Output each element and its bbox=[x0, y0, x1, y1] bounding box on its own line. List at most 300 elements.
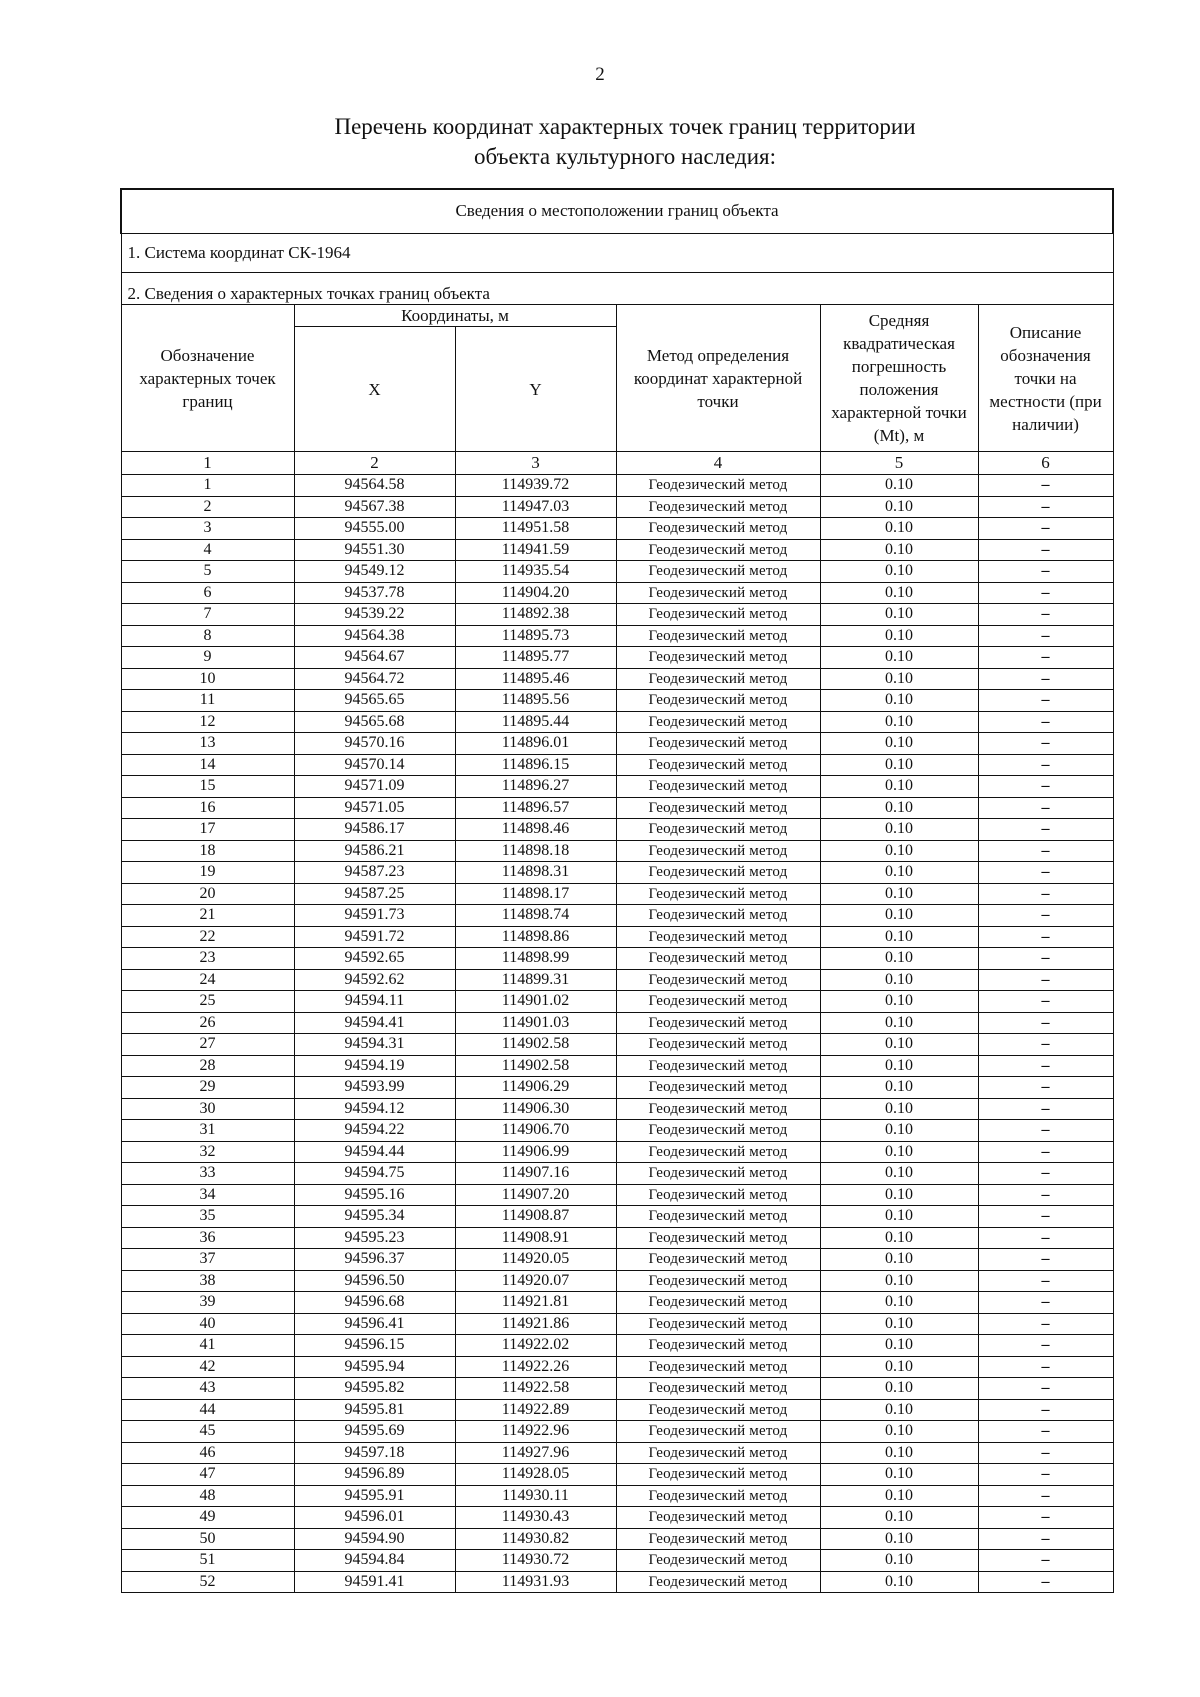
table-row bbox=[121, 1335, 1113, 1357]
point-number: 31 bbox=[121, 1120, 294, 1142]
point-number: 5 bbox=[121, 561, 294, 583]
method: Геодезический метод bbox=[616, 539, 820, 561]
mean-square-error: 0.10 bbox=[820, 561, 978, 583]
document-title-line-2: объекта культурного наследия: bbox=[473, 144, 777, 169]
point-number: 37 bbox=[121, 1249, 294, 1271]
point-description: – bbox=[978, 969, 1113, 991]
point-description: – bbox=[978, 1464, 1113, 1486]
point-number: 7 bbox=[121, 604, 294, 626]
coord-x: 94565.68 bbox=[294, 711, 455, 733]
point-description: – bbox=[978, 1055, 1113, 1077]
table-row bbox=[121, 1270, 1113, 1292]
coord-x: 94596.68 bbox=[294, 1292, 455, 1314]
coord-x: 94564.38 bbox=[294, 625, 455, 647]
point-number: 36 bbox=[121, 1227, 294, 1249]
coord-x: 94591.72 bbox=[294, 926, 455, 948]
mean-square-error: 0.10 bbox=[820, 733, 978, 755]
header-x: X bbox=[294, 327, 455, 452]
method: Геодезический метод bbox=[616, 797, 820, 819]
coord-y: 114895.44 bbox=[455, 711, 616, 733]
method: Геодезический метод bbox=[616, 518, 820, 540]
point-description: – bbox=[978, 733, 1113, 755]
point-number: 47 bbox=[121, 1464, 294, 1486]
mean-square-error: 0.10 bbox=[820, 668, 978, 690]
coord-x: 94570.14 bbox=[294, 754, 455, 776]
table-row bbox=[121, 496, 1113, 518]
method: Геодезический метод bbox=[616, 1163, 820, 1185]
point-description: – bbox=[978, 1034, 1113, 1056]
table-row bbox=[121, 1571, 1113, 1593]
coord-y: 114935.54 bbox=[455, 561, 616, 583]
mean-square-error: 0.10 bbox=[820, 1421, 978, 1443]
coord-y: 114922.58 bbox=[455, 1378, 616, 1400]
point-description: – bbox=[978, 496, 1113, 518]
coord-y: 114896.27 bbox=[455, 776, 616, 798]
coord-y: 114895.73 bbox=[455, 625, 616, 647]
document-title bbox=[200, 112, 1050, 172]
coord-y: 114895.77 bbox=[455, 647, 616, 669]
coord-x: 94571.09 bbox=[294, 776, 455, 798]
point-number: 17 bbox=[121, 819, 294, 841]
point-number: 25 bbox=[121, 991, 294, 1013]
table-row bbox=[121, 1141, 1113, 1163]
point-number: 27 bbox=[121, 1034, 294, 1056]
mean-square-error: 0.10 bbox=[820, 1120, 978, 1142]
mean-square-error: 0.10 bbox=[820, 1206, 978, 1228]
point-description: – bbox=[978, 1012, 1113, 1034]
coord-y: 114947.03 bbox=[455, 496, 616, 518]
table-row bbox=[121, 1227, 1113, 1249]
mean-square-error: 0.10 bbox=[820, 862, 978, 884]
mean-square-error: 0.10 bbox=[820, 711, 978, 733]
mean-square-error: 0.10 bbox=[820, 883, 978, 905]
table-row bbox=[121, 1356, 1113, 1378]
point-description: – bbox=[978, 1227, 1113, 1249]
coord-x: 94537.78 bbox=[294, 582, 455, 604]
table-row bbox=[121, 948, 1113, 970]
point-description: – bbox=[978, 561, 1113, 583]
table-row bbox=[121, 969, 1113, 991]
point-number: 13 bbox=[121, 733, 294, 755]
coordinate-system: 1. Система координат СК-1964 bbox=[121, 234, 1113, 273]
coord-y: 114892.38 bbox=[455, 604, 616, 626]
mean-square-error: 0.10 bbox=[820, 840, 978, 862]
mean-square-error: 0.10 bbox=[820, 496, 978, 518]
column-number: 1 bbox=[121, 452, 294, 475]
point-number: 12 bbox=[121, 711, 294, 733]
coord-y: 114895.46 bbox=[455, 668, 616, 690]
coord-x: 94591.41 bbox=[294, 1571, 455, 1593]
point-description: – bbox=[978, 991, 1113, 1013]
table-row bbox=[121, 1507, 1113, 1529]
mean-square-error: 0.10 bbox=[820, 905, 978, 927]
point-description: – bbox=[978, 690, 1113, 712]
coord-y: 114931.93 bbox=[455, 1571, 616, 1593]
mean-square-error: 0.10 bbox=[820, 582, 978, 604]
point-number: 2 bbox=[121, 496, 294, 518]
coord-x: 94596.15 bbox=[294, 1335, 455, 1357]
point-description: – bbox=[978, 905, 1113, 927]
page-number: 2 bbox=[595, 64, 605, 85]
mean-square-error: 0.10 bbox=[820, 776, 978, 798]
method: Геодезический метод bbox=[616, 926, 820, 948]
coord-x: 94564.72 bbox=[294, 668, 455, 690]
point-number: 52 bbox=[121, 1571, 294, 1593]
coord-x: 94591.73 bbox=[294, 905, 455, 927]
method: Геодезический метод bbox=[616, 690, 820, 712]
table-row bbox=[121, 1055, 1113, 1077]
table-row bbox=[121, 604, 1113, 626]
table-row bbox=[121, 1528, 1113, 1550]
coord-x: 94571.05 bbox=[294, 797, 455, 819]
point-number: 8 bbox=[121, 625, 294, 647]
point-description: – bbox=[978, 1550, 1113, 1572]
method: Геодезический метод bbox=[616, 561, 820, 583]
mean-square-error: 0.10 bbox=[820, 539, 978, 561]
table-row bbox=[121, 582, 1113, 604]
point-number: 26 bbox=[121, 1012, 294, 1034]
coord-y: 114904.20 bbox=[455, 582, 616, 604]
method: Геодезический метод bbox=[616, 1292, 820, 1314]
point-number: 9 bbox=[121, 647, 294, 669]
point-number: 33 bbox=[121, 1163, 294, 1185]
coord-x: 94564.58 bbox=[294, 475, 455, 497]
mean-square-error: 0.10 bbox=[820, 819, 978, 841]
coord-x: 94597.18 bbox=[294, 1442, 455, 1464]
point-number: 45 bbox=[121, 1421, 294, 1443]
column-number: 6 bbox=[978, 452, 1113, 475]
method: Геодезический метод bbox=[616, 1335, 820, 1357]
method: Геодезический метод bbox=[616, 1227, 820, 1249]
point-description: – bbox=[978, 711, 1113, 733]
table-row bbox=[121, 668, 1113, 690]
coord-x: 94595.81 bbox=[294, 1399, 455, 1421]
method: Геодезический метод bbox=[616, 1313, 820, 1335]
table-row bbox=[121, 1034, 1113, 1056]
header-y: Y bbox=[455, 327, 616, 452]
method: Геодезический метод bbox=[616, 1378, 820, 1400]
coord-x: 94596.41 bbox=[294, 1313, 455, 1335]
mean-square-error: 0.10 bbox=[820, 1528, 978, 1550]
mean-square-error: 0.10 bbox=[820, 1055, 978, 1077]
table-row bbox=[121, 991, 1113, 1013]
coord-x: 94593.99 bbox=[294, 1077, 455, 1099]
point-number: 43 bbox=[121, 1378, 294, 1400]
method: Геодезический метод bbox=[616, 1528, 820, 1550]
point-description: – bbox=[978, 1442, 1113, 1464]
method: Геодезический метод bbox=[616, 733, 820, 755]
point-number: 10 bbox=[121, 668, 294, 690]
method: Геодезический метод bbox=[616, 883, 820, 905]
method: Геодезический метод bbox=[616, 1206, 820, 1228]
coord-y: 114896.15 bbox=[455, 754, 616, 776]
point-description: – bbox=[978, 1098, 1113, 1120]
method: Геодезический метод bbox=[616, 1464, 820, 1486]
coord-y: 114907.20 bbox=[455, 1184, 616, 1206]
method: Геодезический метод bbox=[616, 1012, 820, 1034]
table-row bbox=[121, 926, 1113, 948]
coord-y: 114939.72 bbox=[455, 475, 616, 497]
point-description: – bbox=[978, 582, 1113, 604]
method: Геодезический метод bbox=[616, 582, 820, 604]
coord-y: 114922.02 bbox=[455, 1335, 616, 1357]
coord-x: 94549.12 bbox=[294, 561, 455, 583]
point-number: 39 bbox=[121, 1292, 294, 1314]
method: Геодезический метод bbox=[616, 1571, 820, 1593]
point-description: – bbox=[978, 840, 1113, 862]
coord-y: 114921.81 bbox=[455, 1292, 616, 1314]
mean-square-error: 0.10 bbox=[820, 647, 978, 669]
table-row bbox=[121, 1421, 1113, 1443]
coord-x: 94594.84 bbox=[294, 1550, 455, 1572]
method: Геодезический метод bbox=[616, 862, 820, 884]
point-number: 23 bbox=[121, 948, 294, 970]
method: Геодезический метод bbox=[616, 1055, 820, 1077]
point-description: – bbox=[978, 1421, 1113, 1443]
mean-square-error: 0.10 bbox=[820, 1356, 978, 1378]
point-description: – bbox=[978, 604, 1113, 626]
coord-x: 94595.69 bbox=[294, 1421, 455, 1443]
point-number: 42 bbox=[121, 1356, 294, 1378]
coord-y: 114908.91 bbox=[455, 1227, 616, 1249]
coord-y: 114922.26 bbox=[455, 1356, 616, 1378]
coord-y: 114901.03 bbox=[455, 1012, 616, 1034]
coord-y: 114898.74 bbox=[455, 905, 616, 927]
point-number: 46 bbox=[121, 1442, 294, 1464]
table-row bbox=[121, 1120, 1113, 1142]
header-coordinates: Координаты, м bbox=[294, 305, 616, 327]
point-description: – bbox=[978, 926, 1113, 948]
method: Геодезический метод bbox=[616, 1141, 820, 1163]
point-number: 30 bbox=[121, 1098, 294, 1120]
column-number-row bbox=[121, 452, 1113, 475]
point-number: 38 bbox=[121, 1270, 294, 1292]
mean-square-error: 0.10 bbox=[820, 1163, 978, 1185]
table-row bbox=[121, 1012, 1113, 1034]
table-row bbox=[121, 711, 1113, 733]
coord-y: 114920.05 bbox=[455, 1249, 616, 1271]
mean-square-error: 0.10 bbox=[820, 991, 978, 1013]
table-row bbox=[121, 647, 1113, 669]
table-row bbox=[121, 1485, 1113, 1507]
mean-square-error: 0.10 bbox=[820, 1378, 978, 1400]
mean-square-error: 0.10 bbox=[820, 1012, 978, 1034]
mean-square-error: 0.10 bbox=[820, 518, 978, 540]
points-info-heading: 2. Сведения о характерных точках границ объекта bbox=[121, 273, 1113, 305]
table-row bbox=[121, 754, 1113, 776]
coord-x: 94594.75 bbox=[294, 1163, 455, 1185]
method: Геодезический метод bbox=[616, 840, 820, 862]
coord-x: 94592.65 bbox=[294, 948, 455, 970]
point-description: – bbox=[978, 1528, 1113, 1550]
point-number: 20 bbox=[121, 883, 294, 905]
table-row bbox=[121, 776, 1113, 798]
point-number: 34 bbox=[121, 1184, 294, 1206]
table-row bbox=[121, 1464, 1113, 1486]
table-row bbox=[121, 1399, 1113, 1421]
table-row bbox=[121, 561, 1113, 583]
coord-y: 114899.31 bbox=[455, 969, 616, 991]
mean-square-error: 0.10 bbox=[820, 1077, 978, 1099]
point-description: – bbox=[978, 1077, 1113, 1099]
point-description: – bbox=[978, 862, 1113, 884]
table-row bbox=[121, 1313, 1113, 1335]
coord-x: 94595.34 bbox=[294, 1206, 455, 1228]
coord-x: 94594.22 bbox=[294, 1120, 455, 1142]
mean-square-error: 0.10 bbox=[820, 1571, 978, 1593]
coord-y: 114898.46 bbox=[455, 819, 616, 841]
coord-x: 94586.21 bbox=[294, 840, 455, 862]
coord-y: 114898.17 bbox=[455, 883, 616, 905]
method: Геодезический метод bbox=[616, 905, 820, 927]
mean-square-error: 0.10 bbox=[820, 1464, 978, 1486]
coord-y: 114898.99 bbox=[455, 948, 616, 970]
table-row bbox=[121, 1206, 1113, 1228]
point-description: – bbox=[978, 797, 1113, 819]
coord-y: 114906.70 bbox=[455, 1120, 616, 1142]
mean-square-error: 0.10 bbox=[820, 1270, 978, 1292]
mean-square-error: 0.10 bbox=[820, 1507, 978, 1529]
coord-y: 114902.58 bbox=[455, 1055, 616, 1077]
point-description: – bbox=[978, 1313, 1113, 1335]
point-description: – bbox=[978, 539, 1113, 561]
coord-y: 114908.87 bbox=[455, 1206, 616, 1228]
coord-x: 94551.30 bbox=[294, 539, 455, 561]
coord-x: 94592.62 bbox=[294, 969, 455, 991]
point-number: 11 bbox=[121, 690, 294, 712]
mean-square-error: 0.10 bbox=[820, 1335, 978, 1357]
coord-x: 94594.11 bbox=[294, 991, 455, 1013]
table-row bbox=[121, 475, 1113, 497]
mean-square-error: 0.10 bbox=[820, 690, 978, 712]
coord-x: 94596.01 bbox=[294, 1507, 455, 1529]
point-number: 24 bbox=[121, 969, 294, 991]
coord-x: 94567.38 bbox=[294, 496, 455, 518]
header-error: Средняя квадратическая погрешность положения характерной точки (Mt), м bbox=[820, 305, 978, 452]
point-description: – bbox=[978, 1356, 1113, 1378]
method: Геодезический метод bbox=[616, 754, 820, 776]
column-number: 5 bbox=[820, 452, 978, 475]
mean-square-error: 0.10 bbox=[820, 1292, 978, 1314]
point-description: – bbox=[978, 1249, 1113, 1271]
coord-x: 94594.41 bbox=[294, 1012, 455, 1034]
point-description: – bbox=[978, 1120, 1113, 1142]
table-row bbox=[121, 1442, 1113, 1464]
point-number: 50 bbox=[121, 1528, 294, 1550]
method: Геодезический метод bbox=[616, 776, 820, 798]
point-number: 4 bbox=[121, 539, 294, 561]
point-number: 16 bbox=[121, 797, 294, 819]
mean-square-error: 0.10 bbox=[820, 1550, 978, 1572]
point-description: – bbox=[978, 1571, 1113, 1593]
coord-y: 114941.59 bbox=[455, 539, 616, 561]
point-description: – bbox=[978, 1206, 1113, 1228]
coord-x: 94570.16 bbox=[294, 733, 455, 755]
point-number: 49 bbox=[121, 1507, 294, 1529]
method: Геодезический метод bbox=[616, 1442, 820, 1464]
method: Геодезический метод bbox=[616, 1184, 820, 1206]
coord-y: 114898.31 bbox=[455, 862, 616, 884]
method: Геодезический метод bbox=[616, 1034, 820, 1056]
coord-x: 94594.44 bbox=[294, 1141, 455, 1163]
coord-x: 94594.12 bbox=[294, 1098, 455, 1120]
coord-y: 114920.07 bbox=[455, 1270, 616, 1292]
coord-y: 114930.82 bbox=[455, 1528, 616, 1550]
point-number: 28 bbox=[121, 1055, 294, 1077]
point-description: – bbox=[978, 1507, 1113, 1529]
point-description: – bbox=[978, 475, 1113, 497]
coord-x: 94596.89 bbox=[294, 1464, 455, 1486]
table-row bbox=[121, 1098, 1113, 1120]
mean-square-error: 0.10 bbox=[820, 475, 978, 497]
table-row bbox=[121, 1163, 1113, 1185]
method: Геодезический метод bbox=[616, 604, 820, 626]
header-description: Описание обозначения точки на местности (при наличии) bbox=[978, 305, 1113, 452]
method: Геодезический метод bbox=[616, 496, 820, 518]
table-row bbox=[121, 1378, 1113, 1400]
method: Геодезический метод bbox=[616, 948, 820, 970]
coord-x: 94586.17 bbox=[294, 819, 455, 841]
table-row bbox=[121, 905, 1113, 927]
table-row bbox=[121, 733, 1113, 755]
coord-x: 94595.23 bbox=[294, 1227, 455, 1249]
coord-y: 114906.30 bbox=[455, 1098, 616, 1120]
mean-square-error: 0.10 bbox=[820, 969, 978, 991]
coord-y: 114922.96 bbox=[455, 1421, 616, 1443]
column-number: 4 bbox=[616, 452, 820, 475]
coord-y: 114921.86 bbox=[455, 1313, 616, 1335]
table-row bbox=[121, 862, 1113, 884]
mean-square-error: 0.10 bbox=[820, 1184, 978, 1206]
table-row bbox=[121, 1184, 1113, 1206]
coord-y: 114896.01 bbox=[455, 733, 616, 755]
point-description: – bbox=[978, 1141, 1113, 1163]
coord-x: 94555.00 bbox=[294, 518, 455, 540]
point-description: – bbox=[978, 754, 1113, 776]
method: Геодезический метод bbox=[616, 1356, 820, 1378]
point-description: – bbox=[978, 1270, 1113, 1292]
point-number: 29 bbox=[121, 1077, 294, 1099]
point-description: – bbox=[978, 668, 1113, 690]
coord-y: 114896.57 bbox=[455, 797, 616, 819]
coord-x: 94596.50 bbox=[294, 1270, 455, 1292]
coord-y: 114898.18 bbox=[455, 840, 616, 862]
coord-x: 94594.90 bbox=[294, 1528, 455, 1550]
mean-square-error: 0.10 bbox=[820, 1098, 978, 1120]
method: Геодезический метод bbox=[616, 1507, 820, 1529]
table-row bbox=[121, 1249, 1113, 1271]
point-number: 48 bbox=[121, 1485, 294, 1507]
method: Геодезический метод bbox=[616, 711, 820, 733]
coord-y: 114906.99 bbox=[455, 1141, 616, 1163]
coord-y: 114895.56 bbox=[455, 690, 616, 712]
coord-y: 114898.86 bbox=[455, 926, 616, 948]
coord-y: 114930.11 bbox=[455, 1485, 616, 1507]
method: Геодезический метод bbox=[616, 475, 820, 497]
method: Геодезический метод bbox=[616, 991, 820, 1013]
table-row bbox=[121, 883, 1113, 905]
point-description: – bbox=[978, 1335, 1113, 1357]
coord-x: 94594.31 bbox=[294, 1034, 455, 1056]
coord-x: 94587.25 bbox=[294, 883, 455, 905]
mean-square-error: 0.10 bbox=[820, 1485, 978, 1507]
point-number: 32 bbox=[121, 1141, 294, 1163]
coord-y: 114927.96 bbox=[455, 1442, 616, 1464]
mean-square-error: 0.10 bbox=[820, 1227, 978, 1249]
mean-square-error: 0.10 bbox=[820, 797, 978, 819]
mean-square-error: 0.10 bbox=[820, 1399, 978, 1421]
coord-y: 114907.16 bbox=[455, 1163, 616, 1185]
